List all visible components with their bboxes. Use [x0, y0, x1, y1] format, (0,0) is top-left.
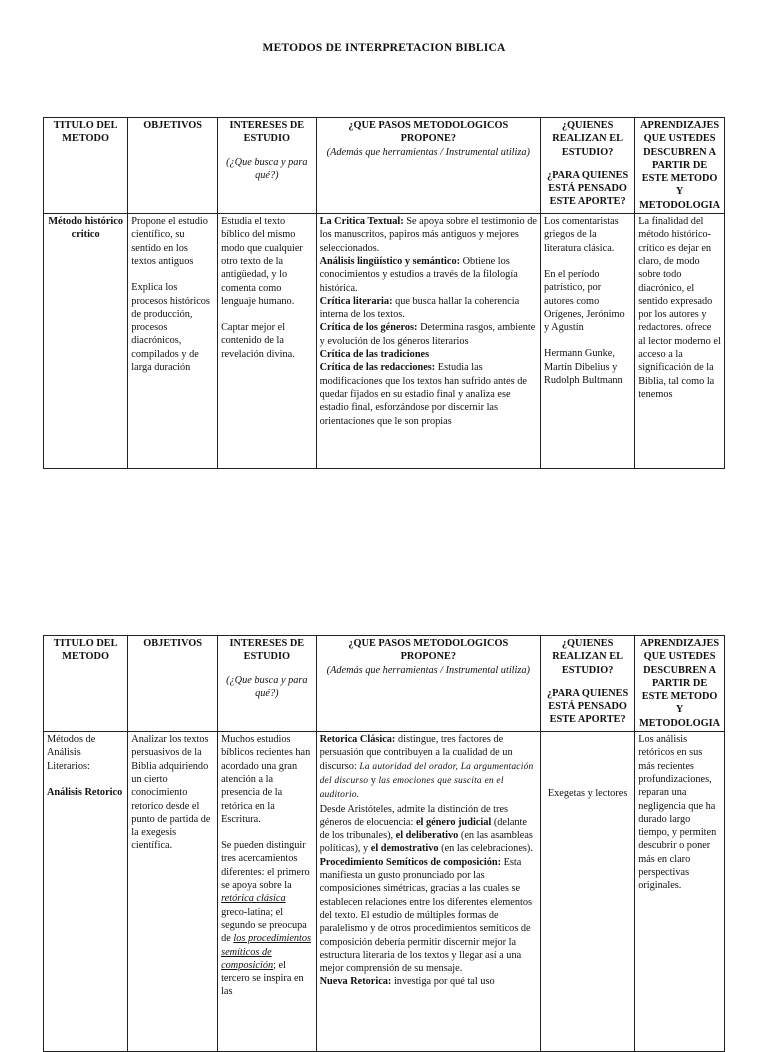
- intereses-text-1: Estudia el texto bíblico del mismo modo que cualquier otro texto de la antigüedad, y lo comenta como lenguaje humano.: [221, 216, 303, 307]
- header-pasos: [316, 118, 540, 214]
- header-intereses-label: INTERESES DE ESTUDIO: [229, 638, 305, 663]
- objetivos-cell: [128, 214, 218, 469]
- method-title-cell: [44, 732, 128, 1052]
- header-intereses: [218, 636, 317, 732]
- paso-item: Retorica Clásica: distingue, tres factores de persuasión que contribuyen a la cualidad de un discurso: La autoridad del orador, La argumentación del discurso y las emociones que suscita en el auditorio.: [319, 734, 534, 801]
- table-row: [44, 732, 725, 1052]
- aprendizajes-cell: Los análisis retóricos en sus más recientes profundizaciones, reparan una negligencia que ha durado largo tiempo, y permiten descubrir o poner más en claro perspectivas originales.: [635, 732, 725, 1052]
- objetivos-text-2: Explica los procesos históricos de producción, procesos diacrónicos, compilados y de larga duración: [131, 282, 210, 374]
- table-row: [44, 214, 725, 469]
- header-intereses: [218, 118, 317, 214]
- intereses-cell: [218, 214, 317, 469]
- paso-item: La Critica Textual: Se apoya sobre el testimonio de los manuscritos, papiros más antiguos y mejores seleccionados.: [319, 216, 537, 254]
- header-titulo: TITULO DEL METODO: [44, 118, 128, 214]
- quienes-text-1: Los comentaristas griegos de la literatura clásica.: [544, 216, 619, 254]
- header-intereses-label: INTERESES DE ESTUDIO: [229, 120, 305, 145]
- header-intereses-sub: (¿Que busca y para qué?): [226, 156, 308, 181]
- objetivos-cell: Analizar los textos persuasivos de la Biblia adquiriendo un cierto conocimiento retorico desde el punto de partida de la exegesis científica.: [128, 732, 218, 1052]
- header-pasos: [316, 636, 540, 732]
- method-title-cell: Método histórico critico: [44, 214, 128, 469]
- header-quienes-b: ¿PARA QUIENES ESTÁ PENSADO ESTE APORTE?: [546, 169, 629, 208]
- header-objetivos: OBJETIVOS: [128, 636, 218, 732]
- paso-item: Nueva Retorica: investiga por qué tal uso: [319, 976, 495, 988]
- intereses-text-1: Muchos estudios bíblicos recientes han acordado una gran atención a la presencia de la retórica en la Escritura.: [221, 734, 311, 825]
- quienes-cell: Exegetas y lectores: [541, 732, 635, 1052]
- header-aprendizajes: APRENDIZAJES QUE USTEDES DESCUBREN A PARTIR DE ESTE METODO Y METODOLOGIA: [635, 636, 725, 732]
- header-pasos-sub: (Además que herramientas / Instrumental utiliza): [326, 146, 530, 158]
- intereses-text-2: Captar mejor el contenido de la revelación divina.: [221, 322, 295, 360]
- header-titulo: TITULO DEL METODO: [44, 636, 128, 732]
- table-header-row: [44, 118, 725, 214]
- paso-item: Crítica de las redacciones: Estudia las modificaciones que los textos han sufrido antes de quedar fijados en su estadio final y analiza ese estadio final, esforzándose por discernir las orientaciones que le son propias: [319, 362, 527, 427]
- quienes-cell: [541, 214, 635, 469]
- objetivos-text-1: Propone el estudio científico, su sentido en los textos antiguos: [131, 216, 208, 267]
- method-table-1: [43, 117, 725, 469]
- paso-item: Desde Aristóteles, admite la distinción de tres géneros de elocuencia: el género judicial (delante de los tribunales), el deliberativo (en las asambleas políticas), y el demostrativo (en las celebraciones).: [319, 803, 533, 855]
- quienes-text-3: Hermann Gunke, Martín Dibelius y Rudolph Bultmann: [544, 348, 623, 387]
- header-objetivos: OBJETIVOS: [128, 118, 218, 214]
- pasos-cell: [316, 732, 540, 1052]
- header-quienes-a: ¿QUIENES REALIZAN EL ESTUDIO?: [552, 120, 623, 158]
- table-header-row: [44, 636, 725, 732]
- intereses-text-2: Se pueden distinguir tres acercamientos diferentes: el primero se apoya sobre la retórica clásica greco-latina; el segundo se preocupa de los procedimientos semíticos de composición; el tercero se inspira en las: [221, 840, 312, 998]
- header-pasos-label: ¿QUE PASOS METODOLOGICOS PROPONE?: [348, 120, 509, 145]
- method-pre-label: Métodos de Análisis Literarios:: [47, 734, 96, 772]
- method-table-2: [43, 635, 725, 1052]
- header-quienes: [541, 636, 635, 732]
- header-quienes: [541, 118, 635, 214]
- paso-item: Procedimiento Semíticos de composición: Esta manifiesta un gusto pronunciado por las composiciones simétricas, gracias a las cuales se establecen relaciones entre los diferentes elementos del texto. El estudio de múltiples formas de paralelismo y de otros procedimientos semíticos de composición debería permitir discernir mejor la estructura literaria de los textos y llegar así a una mejor comprensión de su mensaje.: [319, 856, 533, 975]
- header-quienes-b: ¿PARA QUIENES ESTÁ PENSADO ESTE APORTE?: [546, 687, 629, 726]
- header-pasos-sub: (Además que herramientas / Instrumental utiliza): [326, 664, 530, 676]
- header-quienes-a: ¿QUIENES REALIZAN EL ESTUDIO?: [552, 638, 623, 676]
- quienes-text-2: En el período patrístico, por autores como Orígenes, Jerónimo y Agustín: [544, 268, 625, 334]
- intereses-cell: [218, 732, 317, 1052]
- header-intereses-sub: (¿Que busca y para qué?): [226, 674, 308, 699]
- aprendizajes-cell: La finalidad del método histórico-crítico es dejar en claro, de modo sobre todo diacrónico, el sentido expresado por los autores y redactores. ofrece al lector moderno el acceso a la significación de la Biblia, tal como la tenemos: [635, 214, 725, 469]
- document-title: METODOS DE INTERPRETACION BIBLICA: [262, 42, 506, 54]
- paso-item: Crítica de los géneros: Determina rasgos, ambiente y evolución de los géneros literarios: [319, 322, 536, 347]
- header-aprendizajes: APRENDIZAJES QUE USTEDES DESCUBREN A PARTIR DE ESTE METODO Y METODOLOGIA: [635, 118, 725, 214]
- paso-item: Crítica literaria: que busca hallar la coherencia interna de los textos.: [319, 295, 520, 321]
- paso-item: Crítica de las tradiciones: [319, 349, 430, 361]
- pasos-cell: [316, 214, 540, 469]
- paso-item: Análisis lingüístico y semántico: Obtiene los conocimientos y estudios a través de la filología histórica.: [319, 255, 518, 294]
- method-name: Análisis Retorico: [47, 786, 123, 798]
- header-pasos-label: ¿QUE PASOS METODOLOGICOS PROPONE?: [348, 638, 509, 663]
